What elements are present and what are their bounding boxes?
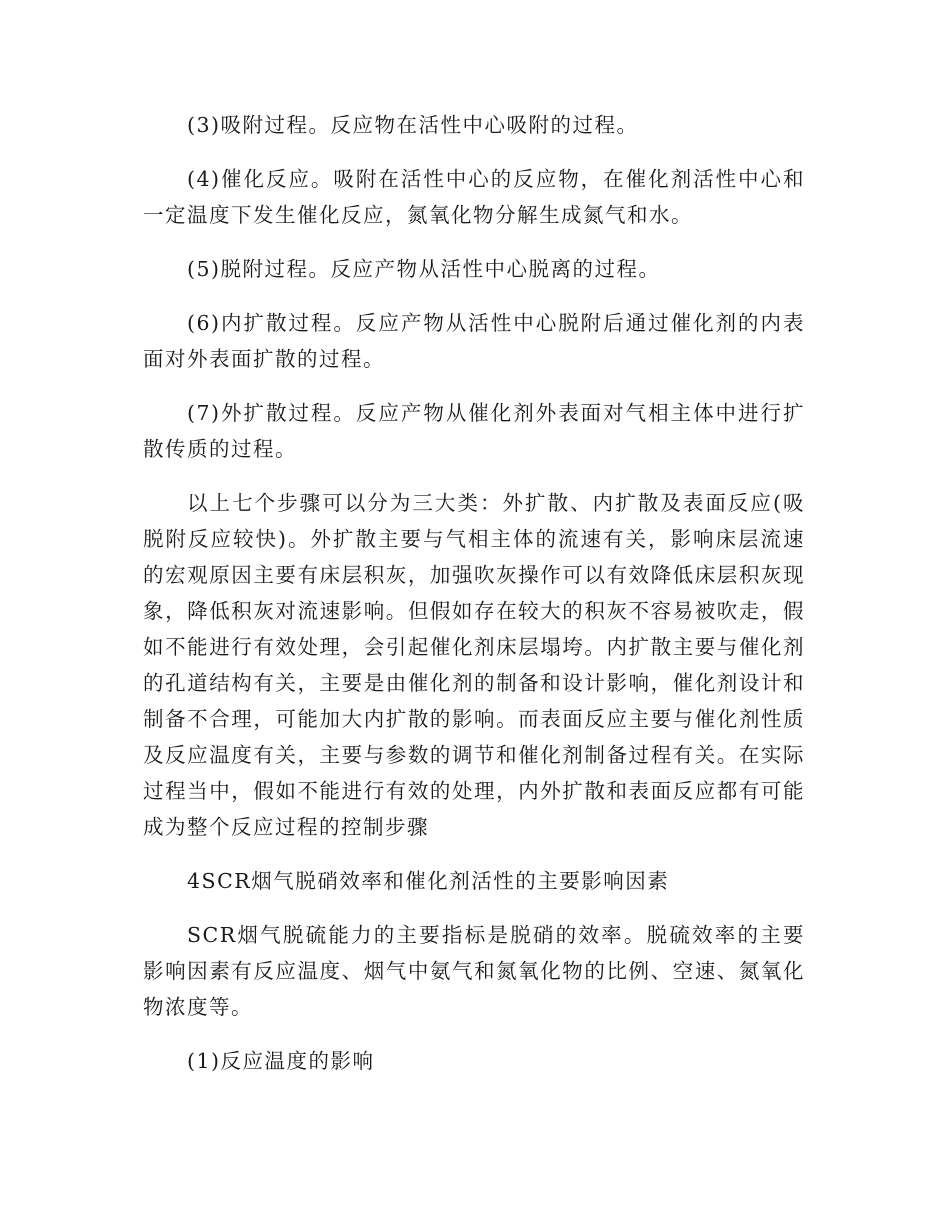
paragraph-internal-diffusion: (6)内扩散过程。反应产物从活性中心脱附后通过催化剂的内表面对外表面扩散的过程。 — [143, 311, 805, 371]
paragraph-adsorption: (3)吸附过程。反应物在活性中心吸附的过程。 — [187, 113, 639, 137]
paragraph-external-diffusion: (7)外扩散过程。反应产物从催化剂外表面对气相主体中进行扩散传质的过程。 — [143, 401, 805, 461]
paragraph-summary: 以上七个步骤可以分为三大类：外扩散、内扩散及表面反应(吸脱附反应较快)。外扩散主要与气相主体的流速有关，影响床层流速的宏观原因主要有床层积灰，加强吹灰操作可以有效降低床层积灰现象，降低积灰对流速影响。但假如存在较大的积灰不容易被吹走，假如不能进行有效处理，会引起催化剂床层塌垮。内扩散主要与催化剂的孔道结构有关，主要是由催化剂的制备和设计影响，催化剂设计和制备不合理，可能加大内扩散的影响。而表面反应主要与催化剂性质及反应温度有关，主要与参数的调节和催化剂制备过程有关。在实际过程当中，假如不能进行有效的处理，内外扩散和表面反应都有可能成为整个反应过程的控制步骤 — [143, 491, 805, 839]
paragraph-efficiency: SCR烟气脱硫能力的主要指标是脱硝的效率。脱硫效率的主要影响因素有反应温度、烟气中氨气和氮氧化物的比例、空速、氮氧化物浓度等。 — [143, 923, 805, 1019]
paragraph-desorption: (5)脱附过程。反应产物从活性中心脱离的过程。 — [187, 257, 661, 281]
document-body — [143, 107, 805, 1079]
subheading-temperature: (1)反应温度的影响 — [187, 1049, 375, 1073]
section-heading: 4SCR烟气脱硝效率和催化剂活性的主要影响因素 — [187, 869, 670, 893]
paragraph-catalytic-reaction: (4)催化反应。吸附在活性中心的反应物，在催化剂活性中心和一定温度下发生催化反应，氮氧化物分解生成氮气和水。 — [143, 167, 805, 227]
